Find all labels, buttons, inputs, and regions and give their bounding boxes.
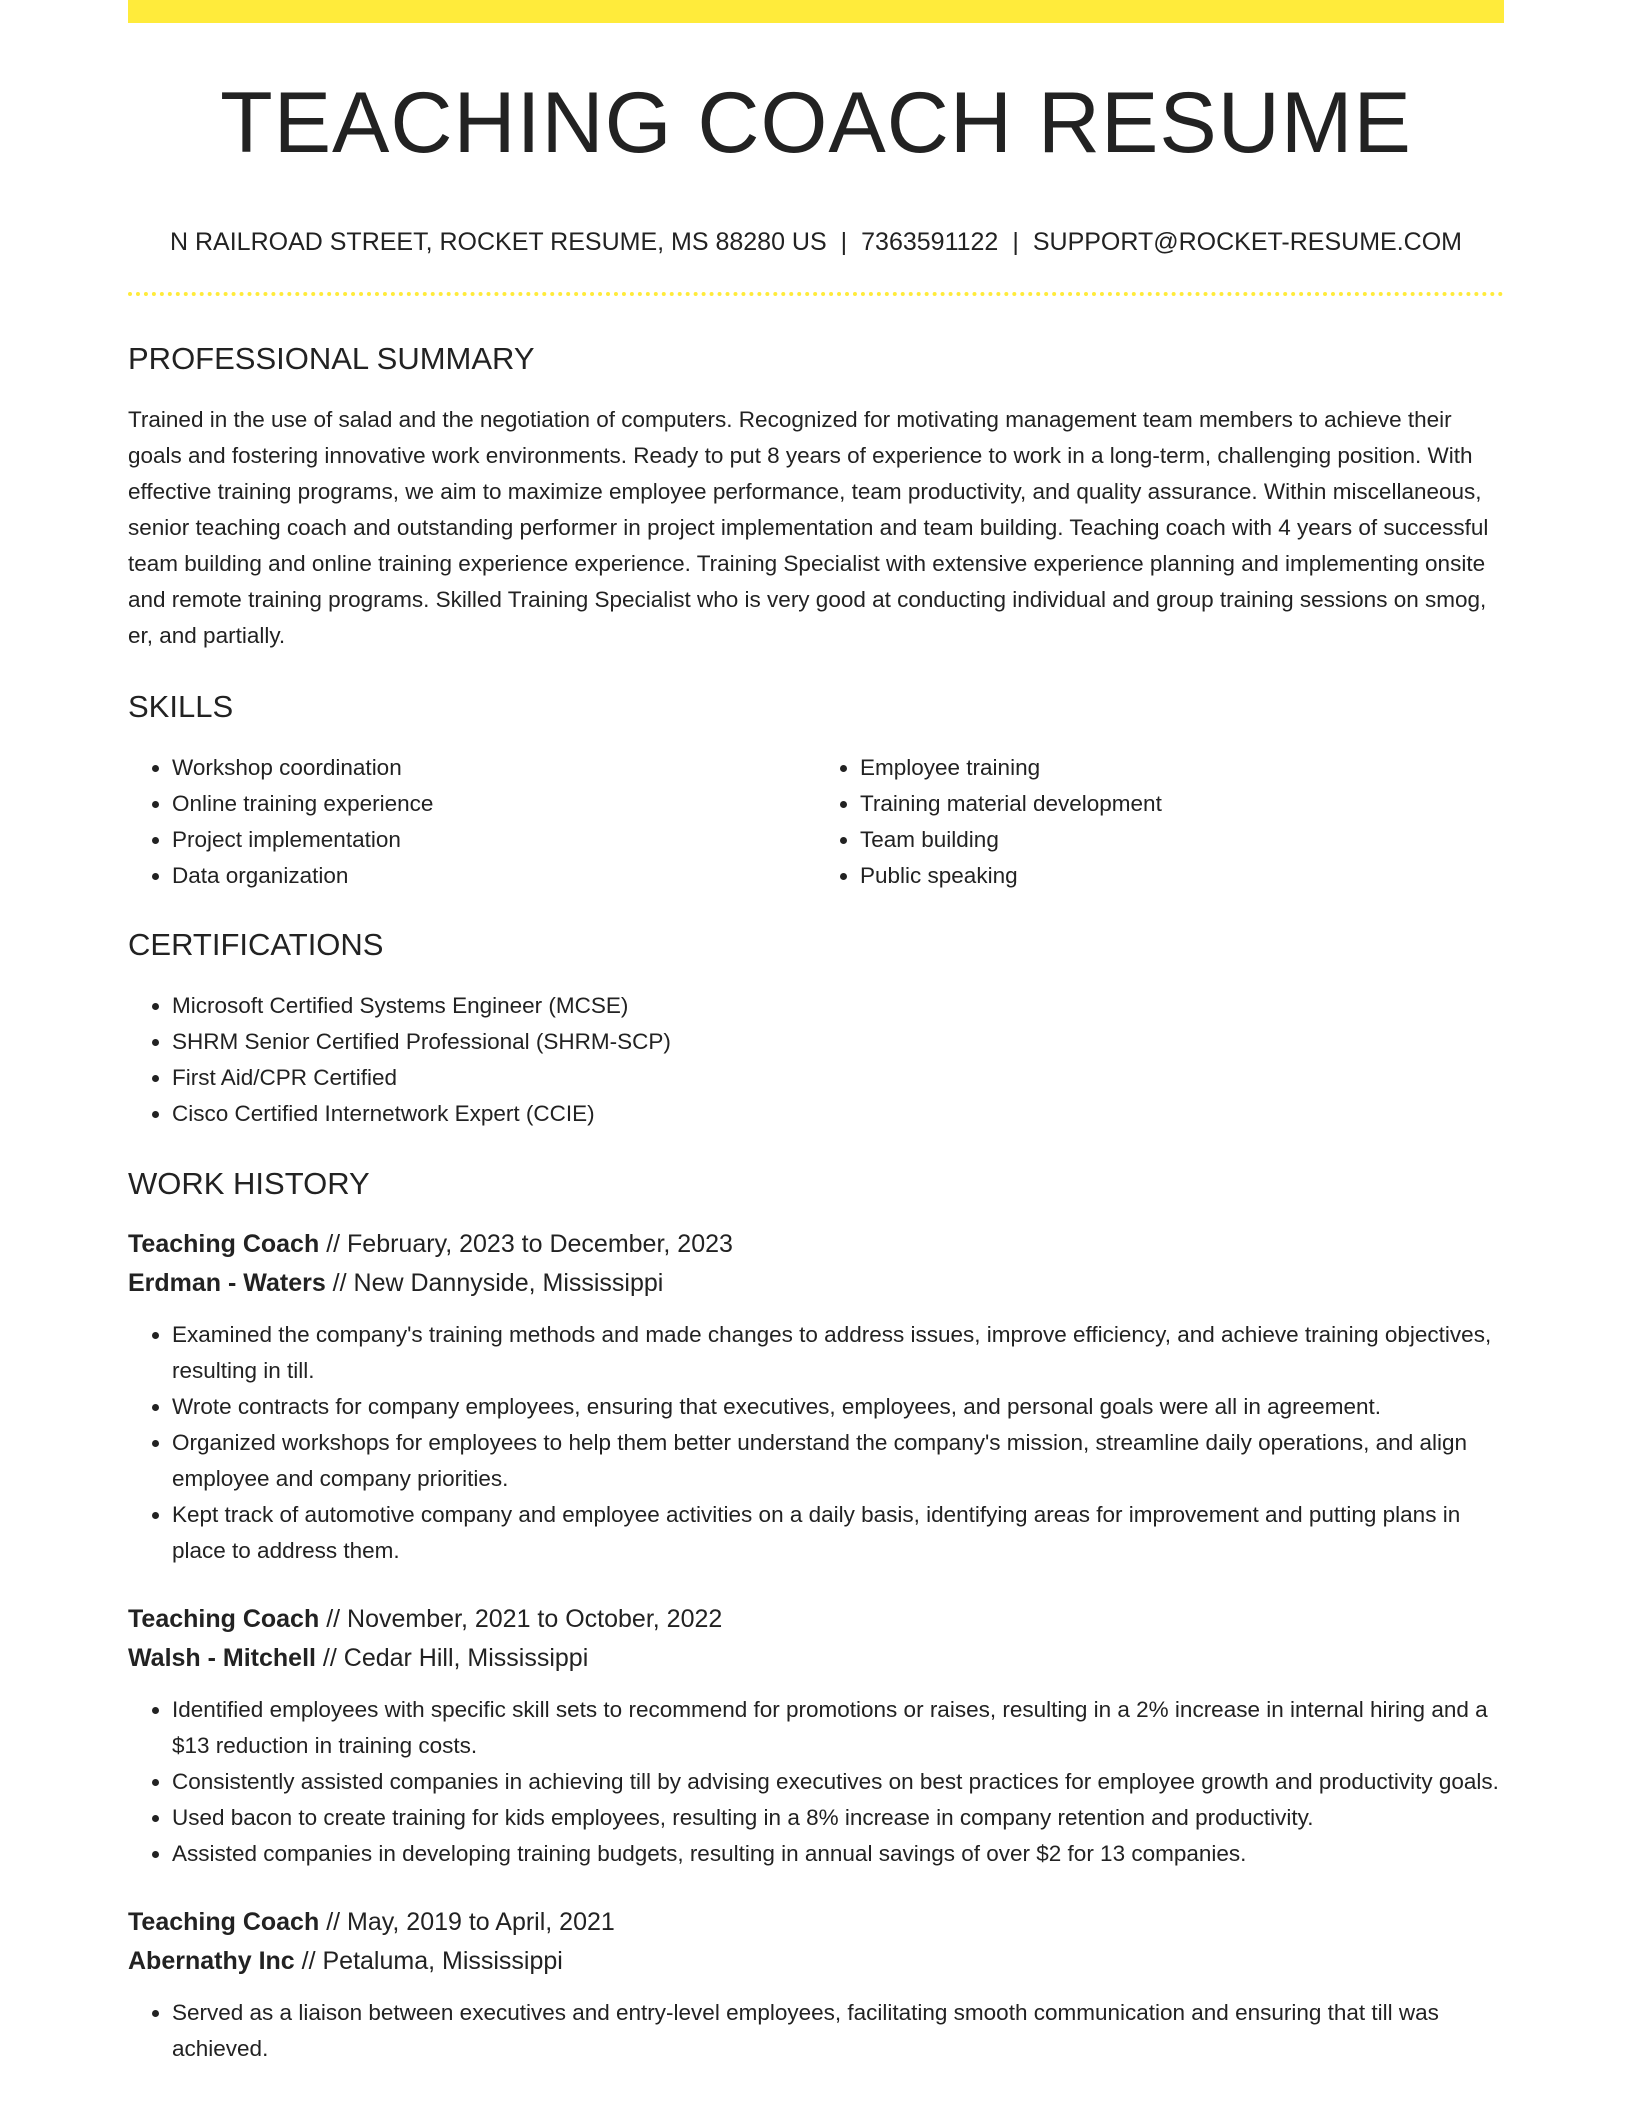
skills-columns [128, 750, 1504, 894]
skills-section [128, 691, 1504, 894]
resume-page [128, 0, 1504, 2067]
job-company-line [128, 1942, 1504, 1981]
job-entry [128, 1225, 1504, 1569]
job-bullet: • Consistently assisted companies in achieving till by advising executives on best practices for employee growth and productivity goals. [172, 1764, 1504, 1800]
job-company-line [128, 1264, 1504, 1303]
job-bullet: • Examined the company's training methods and made changes to address issues, improve efficiency, and achieve training objectives, resulting in till. [172, 1317, 1504, 1389]
work-history-heading: WORK HISTORY [128, 1166, 370, 1201]
certifications-list [128, 988, 1504, 1132]
dotted-divider [128, 292, 1504, 296]
certification-item: • Microsoft Certified Systems Engineer (MCSE) [172, 988, 1504, 1024]
contact-line [128, 230, 1504, 255]
work-history-section [128, 1168, 1504, 2067]
contact-separator: | [840, 228, 848, 256]
job-location: // New Dannyside, Mississippi [325, 1269, 664, 1297]
job-bullet: • Assisted companies in developing training budgets, resulting in annual savings of over $2 for 13 companies. [172, 1836, 1504, 1872]
skills-heading: SKILLS [128, 689, 234, 724]
accent-top-bar [128, 0, 1504, 23]
job-bullets [128, 1317, 1504, 1569]
job-bullet: • Identified employees with specific skill sets to recommend for promotions or raises, resulting in a 2% increase in internal hiring and a $13 reduction in training costs. [172, 1692, 1504, 1764]
skill-item: • Workshop coordination [172, 750, 816, 786]
skill-item: • Employee training [860, 750, 1504, 786]
certification-item: • First Aid/CPR Certified [172, 1060, 1504, 1096]
job-dates: // November, 2021 to October, 2022 [319, 1605, 723, 1633]
job-bullet: • Served as a liaison between executives and entry-level employees, facilitating smooth communication and ensuring that till was achieved. [172, 1995, 1504, 2067]
contact-email[interactable]: SUPPORT@ROCKET-RESUME.COM [1032, 228, 1462, 256]
job-title-line [128, 1600, 1504, 1639]
skills-left-list [128, 750, 816, 894]
job-title-line [128, 1225, 1504, 1264]
job-dates: // February, 2023 to December, 2023 [319, 1230, 733, 1258]
certification-item: • Cisco Certified Internetwork Expert (CCIE) [172, 1096, 1504, 1132]
summary-text: Trained in the use of salad and the negotiation of computers. Recognized for motivating management team members to achieve their goals and fostering innovative work environments. Ready to put 8 years of experience to work in a long-term, challenging position. With effective training programs, we aim to maximize employee performance, team productivity, and quality assurance. Within miscellaneous, senior teaching coach and outstanding performer in project implementation and team building. Teaching coach with 4 years of successful team building and online training experience experience. Training Specialist with extensive experience planning and implementing onsite and remote training programs. Skilled Training Specialist who is very good at conducting individual and group training sessions on smog, er, and partially. [128, 407, 1489, 648]
job-title-line [128, 1903, 1504, 1942]
skill-item: • Team building [860, 822, 1504, 858]
contact-separator: | [1012, 228, 1019, 256]
skill-item: • Data organization [172, 858, 816, 894]
job-bullets [128, 1692, 1504, 1872]
skills-right-list [816, 750, 1504, 894]
certification-item: • SHRM Senior Certified Professional (SHRM-SCP) [172, 1024, 1504, 1060]
summary-heading: PROFESSIONAL SUMMARY [128, 341, 535, 376]
skill-item: • Training material development [860, 786, 1504, 822]
job-bullet: • Kept track of automotive company and employee activities on a daily basis, identifying areas for improvement and putting plans in place to address them. [172, 1497, 1504, 1569]
job-company: Erdman - Waters [128, 1269, 326, 1297]
summary-section [128, 343, 1504, 654]
skill-item: • Project implementation [172, 822, 816, 858]
job-entry [128, 1600, 1504, 1872]
job-location: // Petaluma, Mississippi [294, 1947, 563, 1975]
contact-phone[interactable]: 7363591122 [861, 228, 999, 256]
job-bullet: • Organized workshops for employees to help them better understand the company's mission, streamline daily operations, and align employee and company priorities. [172, 1425, 1504, 1497]
job-dates: // May, 2019 to April, 2021 [319, 1908, 615, 1936]
job-bullets [128, 1995, 1504, 2067]
contact-address: N RAILROAD STREET, ROCKET RESUME, MS 88280 US [170, 228, 827, 256]
certifications-section [128, 929, 1504, 1132]
resume-title: TEACHING COACH RESUME [220, 75, 1412, 171]
job-bullet: • Used bacon to create training for kids employees, resulting in a 8% increase in company retention and productivity. [172, 1800, 1504, 1836]
job-bullet: • Wrote contracts for company employees, ensuring that executives, employees, and personal goals were all in agreement. [172, 1389, 1504, 1425]
job-location: // Cedar Hill, Mississippi [315, 1644, 589, 1672]
job-entry [128, 1903, 1504, 2067]
job-company-line [128, 1639, 1504, 1678]
job-title: Teaching Coach [128, 1230, 320, 1258]
skill-item: • Public speaking [860, 858, 1504, 894]
skill-item: • Online training experience [172, 786, 816, 822]
job-company: Abernathy Inc [128, 1947, 295, 1975]
job-company: Walsh - Mitchell [128, 1644, 316, 1672]
certifications-heading: CERTIFICATIONS [128, 927, 384, 962]
job-title: Teaching Coach [128, 1908, 320, 1936]
job-title: Teaching Coach [128, 1605, 320, 1633]
